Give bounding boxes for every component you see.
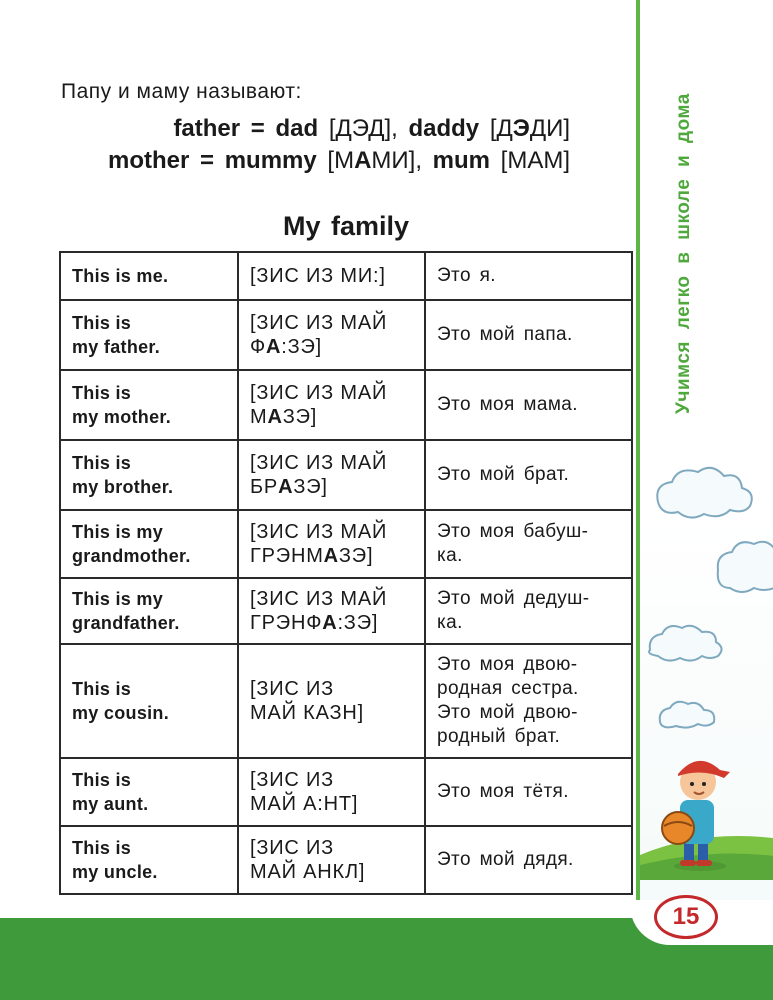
equals-sign: = — [189, 147, 225, 174]
transcription-line — [250, 587, 414, 611]
russian-translation-cell — [425, 826, 632, 894]
russian-translation-line: ка. — [437, 545, 463, 566]
transcription-cell — [238, 510, 425, 578]
english-phrase-cell — [60, 370, 238, 440]
table-row — [60, 300, 632, 370]
table-title: My family — [282, 211, 410, 241]
transcription-segment: ГРЭНМ — [250, 545, 324, 567]
transcription-segment: [ЗИС ИЗ — [250, 769, 335, 791]
transcription-line — [250, 335, 414, 359]
english-phrase-line: This is — [72, 679, 132, 699]
transcription-segment: ЗЭ] — [338, 545, 374, 567]
russian-translation-cell — [425, 644, 632, 758]
russian-translation-cell — [425, 578, 632, 644]
table-body — [60, 252, 632, 894]
word-dad: dad — [275, 115, 319, 142]
russian-translation-line: родный брат. — [437, 726, 561, 747]
transcription-mummy-part1: [М — [316, 147, 355, 174]
word-daddy: daddy — [408, 115, 480, 142]
transcription-line — [250, 611, 414, 635]
transcription-line — [250, 836, 414, 860]
word-mummy: mummy — [224, 147, 317, 174]
cloud-icon — [657, 468, 752, 518]
transcription-line — [250, 768, 414, 792]
table-row — [60, 826, 632, 894]
english-phrase-line: This is me. — [72, 266, 169, 286]
cloud-icon — [718, 542, 773, 592]
page-number: 15 — [654, 895, 718, 939]
russian-translation-line: Это мой брат. — [437, 464, 570, 485]
english-phrase-line: my mother. — [72, 407, 172, 427]
transcription-cell — [238, 758, 425, 826]
cloud-icon — [649, 626, 722, 661]
russian-translation-cell — [425, 440, 632, 510]
russian-translation-line: Это моя двою- — [437, 654, 578, 675]
english-phrase-cell — [60, 578, 238, 644]
english-phrase-line: grandmother. — [72, 546, 191, 566]
transcription-line — [250, 405, 414, 429]
transcription-daddy-stress: Э — [512, 115, 530, 142]
transcription-line — [250, 677, 414, 701]
transcription-line — [250, 544, 414, 568]
english-phrase-cell — [60, 510, 238, 578]
transcription-cell — [238, 440, 425, 510]
mother-synonyms-line — [60, 147, 570, 175]
english-phrase-cell — [60, 440, 238, 510]
stressed-vowel: А — [322, 612, 338, 634]
transcription-segment: МАЙ АНКЛ] — [250, 861, 366, 883]
table-row — [60, 252, 632, 300]
stressed-vowel: А — [278, 476, 294, 498]
english-phrase-line: This is — [72, 383, 132, 403]
english-phrase-line: my father. — [72, 337, 161, 357]
stressed-vowel: А — [266, 336, 282, 358]
clouds-and-boy-illustration — [640, 460, 773, 880]
russian-translation-line: Это моя тётя. — [437, 781, 569, 802]
transcription-daddy-part2: ДИ] — [529, 115, 570, 142]
russian-translation-line: Это я. — [437, 265, 496, 286]
russian-translation-line: Это моя мама. — [437, 394, 578, 415]
family-vocabulary-table — [59, 251, 633, 895]
father-synonyms-line — [60, 115, 570, 143]
english-phrase-line: This is — [72, 453, 132, 473]
transcription-segment: ЗЭ] — [293, 476, 328, 498]
english-phrase-cell — [60, 644, 238, 758]
transcription-line — [250, 701, 414, 725]
transcription-segment: [ЗИС ИЗ — [250, 837, 335, 859]
transcription-segment: [ЗИС ИЗ — [250, 678, 335, 700]
transcription-daddy-part1: [Д — [479, 115, 513, 142]
transcription-segment: [ЗИС ИЗ МАЙ — [250, 312, 388, 334]
transcription-line — [250, 264, 414, 288]
transcription-segment: :ЗЭ] — [337, 612, 379, 634]
transcription-mummy-part2: МИ], — [371, 147, 433, 174]
transcription-segment: Ф — [250, 336, 267, 358]
transcription-cell — [238, 300, 425, 370]
transcription-line — [250, 520, 414, 544]
word-father: father — [173, 115, 241, 142]
table-row — [60, 510, 632, 578]
transcription-line — [250, 311, 414, 335]
english-phrase-line: my brother. — [72, 477, 174, 497]
transcription-segment: [ЗИС ИЗ МАЙ — [250, 452, 388, 474]
transcription-cell — [238, 578, 425, 644]
transcription-line — [250, 792, 414, 816]
english-phrase-line: This is my — [72, 522, 164, 542]
transcription-segment: ЗЭ] — [282, 406, 318, 428]
russian-translation-line: Это мой дядя. — [437, 849, 574, 870]
transcription-segment: М — [250, 406, 268, 428]
table-row — [60, 644, 632, 758]
transcription-segment: :ЗЭ] — [281, 336, 323, 358]
stressed-vowel: А — [267, 406, 283, 428]
side-label: Учимся легко в школе и дома — [673, 93, 694, 414]
transcription-cell — [238, 826, 425, 894]
english-phrase-cell — [60, 826, 238, 894]
russian-translation-cell — [425, 300, 632, 370]
transcription-segment: МАЙ КАЗН] — [250, 702, 364, 724]
transcription-line — [250, 451, 414, 475]
transcription-mum: [МАМ] — [490, 147, 570, 174]
english-phrase-cell — [60, 758, 238, 826]
stressed-vowel: А — [323, 545, 339, 567]
transcription-line — [250, 860, 414, 884]
cloud-icon — [660, 702, 715, 728]
transcription-line — [250, 475, 414, 499]
word-mother: mother — [108, 147, 190, 174]
english-phrase-line: This is — [72, 838, 132, 858]
russian-translation-cell — [425, 510, 632, 578]
equals-sign: = — [240, 115, 276, 142]
transcription-line — [250, 381, 414, 405]
intro-text: Папу и маму называют: — [61, 80, 302, 103]
transcription-segment: [ЗИС ИЗ МАЙ — [250, 382, 388, 404]
transcription-dad: [ДЭД], — [318, 115, 409, 142]
transcription-segment: ГРЭНФ — [250, 612, 323, 634]
transcription-mummy-stress: А — [354, 147, 372, 174]
english-phrase-line: This is — [72, 313, 132, 333]
russian-translation-cell — [425, 370, 632, 440]
transcription-cell — [238, 252, 425, 300]
russian-translation-line: Это мой дедуш- — [437, 588, 590, 609]
word-mum: mum — [432, 147, 490, 174]
english-phrase-cell — [60, 252, 238, 300]
table-row — [60, 758, 632, 826]
table-row — [60, 578, 632, 644]
russian-translation-cell — [425, 252, 632, 300]
english-phrase-cell — [60, 300, 238, 370]
transcription-cell — [238, 644, 425, 758]
english-phrase-line: grandfather. — [72, 613, 180, 633]
transcription-segment: МАЙ А:НТ] — [250, 793, 359, 815]
table-row — [60, 440, 632, 510]
english-phrase-line: This is — [72, 770, 132, 790]
transcription-segment: БР — [250, 476, 279, 498]
transcription-segment: [ЗИС ИЗ МИ:] — [250, 265, 386, 287]
russian-translation-line: Это мой двою- — [437, 702, 578, 723]
russian-translation-line: Это мой папа. — [437, 324, 573, 345]
transcription-cell — [238, 370, 425, 440]
russian-translation-line: Это моя бабуш- — [437, 521, 589, 542]
english-phrase-line: my aunt. — [72, 794, 149, 814]
english-phrase-line: This is my — [72, 589, 164, 609]
russian-translation-cell — [425, 758, 632, 826]
russian-translation-line: ка. — [437, 612, 463, 633]
english-phrase-line: my uncle. — [72, 862, 158, 882]
transcription-segment: [ЗИС ИЗ МАЙ — [250, 588, 388, 610]
english-phrase-line: my cousin. — [72, 703, 170, 723]
russian-translation-line: родная сестра. — [437, 678, 579, 699]
table-row — [60, 370, 632, 440]
transcription-segment: [ЗИС ИЗ МАЙ — [250, 521, 388, 543]
